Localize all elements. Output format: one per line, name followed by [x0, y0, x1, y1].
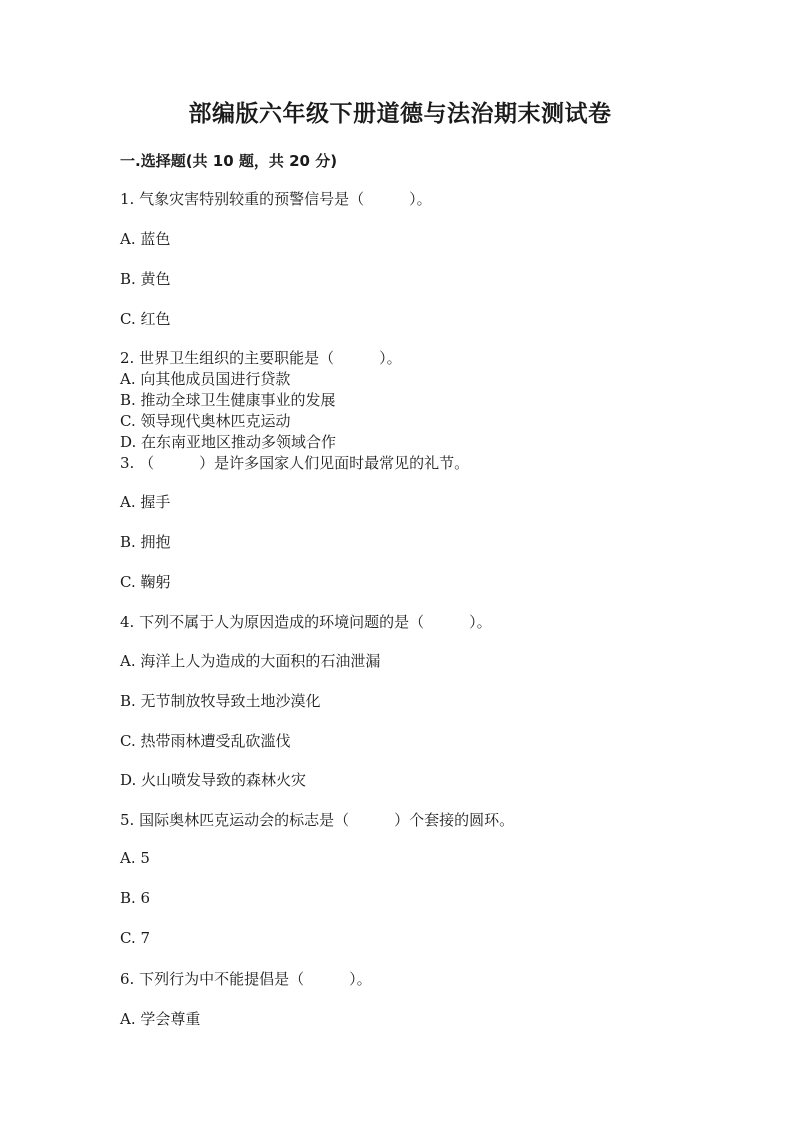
- question-1-option-b: B. 黄色: [120, 270, 171, 288]
- question-6: 6. 下列行为中不能提倡是（ ）。: [120, 970, 372, 988]
- question-1-option-c: C. 红色: [120, 310, 171, 328]
- question-4-option-d: D. 火山喷发导致的森林火灾: [120, 771, 307, 789]
- question-1-option-a: A. 蓝色: [120, 230, 171, 248]
- question-3-option-b: B. 拥抱: [120, 533, 171, 551]
- question-3-option-a: A. 握手: [120, 493, 171, 511]
- question-2-option-c: C. 领导现代奥林匹克运动: [120, 412, 291, 430]
- question-5-option-c: C. 7: [120, 929, 151, 947]
- question-2-option-b: B. 推动全球卫生健康事业的发展: [120, 391, 336, 409]
- question-4-option-a: A. 海洋上人为造成的大面积的石油泄漏: [120, 652, 381, 670]
- question-3: 3. （ ）是许多国家人们见面时最常见的礼节。: [120, 454, 470, 472]
- question-6-option-a: A. 学会尊重: [120, 1010, 201, 1028]
- question-5: 5. 国际奥林匹克运动会的标志是（ ）个套接的圆环。: [120, 811, 515, 829]
- question-4: 4. 下列不属于人为原因造成的环境问题的是（ ）。: [120, 613, 492, 631]
- question-4-option-c: C. 热带雨林遭受乱砍滥伐: [120, 732, 291, 750]
- question-4-option-b: B. 无节制放牧导致土地沙漠化: [120, 692, 321, 710]
- question-5-option-a: A. 5: [120, 849, 150, 867]
- question-1: 1. 气象灾害特别较重的预警信号是（ ）。: [120, 190, 432, 208]
- question-2: 2. 世界卫生组织的主要职能是（ ）。: [120, 349, 402, 367]
- question-2-option-a: A. 向其他成员国进行贷款: [120, 370, 291, 388]
- page-title: 部编版六年级下册道德与法治期末测试卷: [188, 100, 612, 127]
- section-heading: 一.选择题(共 10 题，共 20 分): [120, 152, 338, 170]
- question-3-option-c: C. 鞠躬: [120, 573, 171, 591]
- question-5-option-b: B. 6: [120, 889, 151, 907]
- question-2-option-d: D. 在东南亚地区推动多领域合作: [120, 433, 337, 451]
